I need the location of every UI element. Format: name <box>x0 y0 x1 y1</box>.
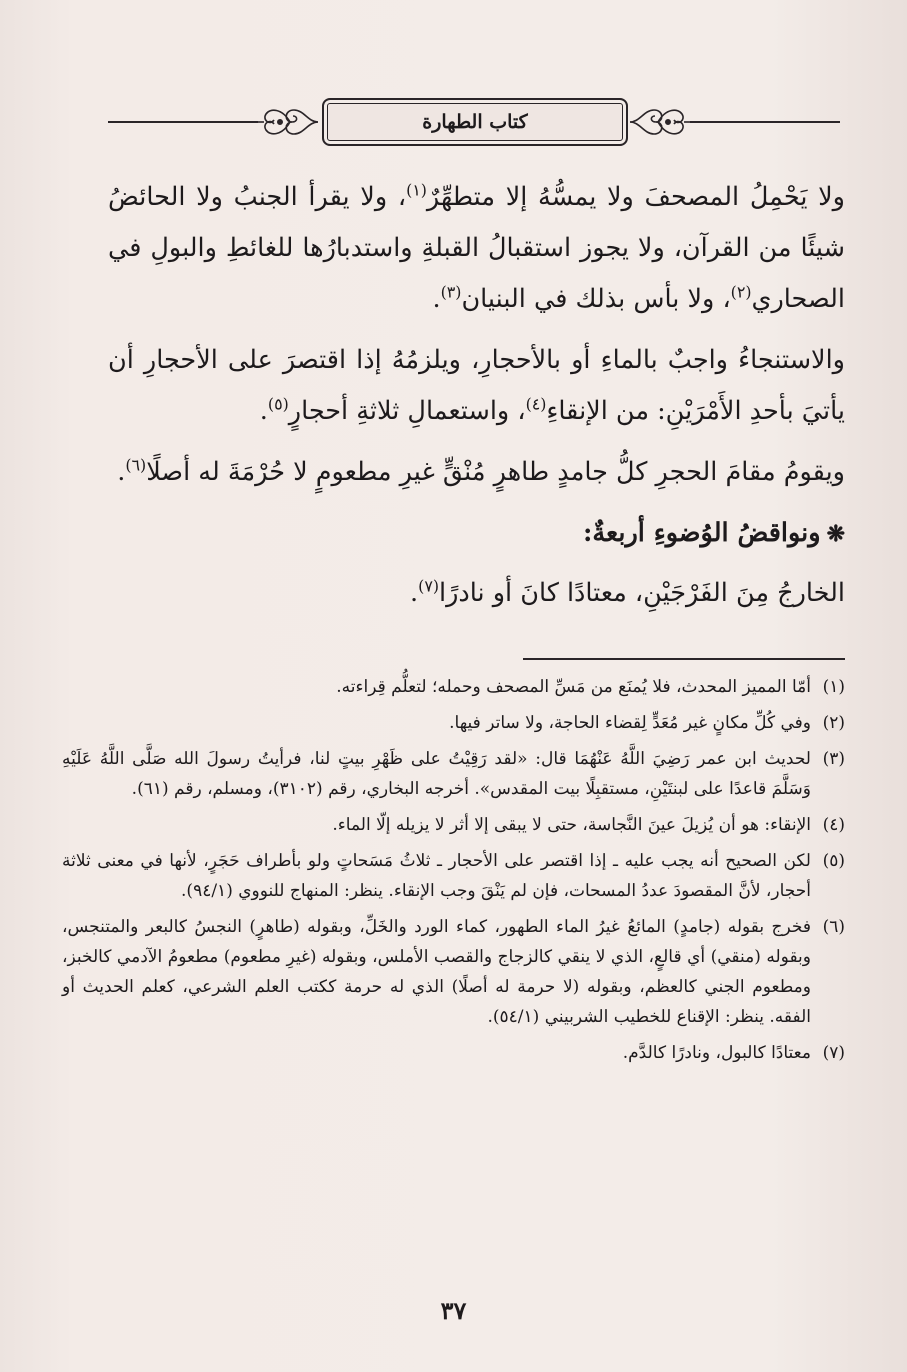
footnote-ref-1: (١) <box>406 180 427 200</box>
header-rule-right <box>690 121 840 123</box>
text-span: ، ولا يقرأ الجنبُ ولا الحائضُ شيئًا من القرآن، ولا يجوز استقبالُ القبلةِ واستدبارُها للغائطِ والبولِ في الصحاري <box>108 182 845 314</box>
footnote-text: فخرج بقوله (جامدٍ) المائعُ غيرُ الماء الطهور، كماء الورد والخَلِّ، وبقوله (طاهرٍ) النجسُ كالبعر والمتنجس، وبقوله (منقي) أي قالعٍ، الذي لا ينقي كالزجاج والقصب الأملس، وبقوله (غيرِ مطعوم) مطعومُ الآدمي كالخبز، ومطعوم الجني كالعظم، وبقوله (لا حرمة له أصلًا) الذي له حرمة ككتب العلم الشرعي، كعلم الحديث أو الفقه. ينظر: الإقناع للخطيب الشربيني (٥٤/١). <box>62 917 811 1027</box>
footnote-separator <box>523 658 845 660</box>
footnote-ref-4: (٤) <box>525 394 547 414</box>
footnote-text: الإنقاء: هو أن يُزيلَ عينَ النَّجاسة، حتى لا يبقى إلا أثر لا يزيله إلّا الماء. <box>332 815 811 835</box>
text-span: والاستنجاءُ واجبٌ بالماءِ أو بالأحجارِ، ويلزمُهُ إذا اقتصرَ على الأحجارِ أن يأتيَ بأحدِ الأَمْرَيْنِ: من الإنقاءِ <box>108 345 845 426</box>
footnote-number: (٧) <box>822 1043 845 1063</box>
footnote-5 <box>62 846 845 906</box>
chapter-title: كتاب الطهارة <box>322 98 628 146</box>
flower-icon: ❋ <box>826 521 845 547</box>
text-span: ، ولا بأس بذلك في البنيان <box>461 284 731 314</box>
page-header <box>108 94 840 150</box>
footnote-3 <box>62 744 845 804</box>
footnote-number: (٣) <box>822 749 845 769</box>
page-number: ٣٧ <box>440 1296 467 1325</box>
text-span: . <box>432 284 441 314</box>
footnote-4 <box>62 810 845 840</box>
footnote-ref-7: (٧) <box>418 576 439 596</box>
footnote-number: (٢) <box>822 713 845 733</box>
footnote-2 <box>62 708 845 738</box>
text-span: ، واستعمالِ ثلاثةِ أحجارٍ <box>288 396 526 426</box>
footnote-6 <box>62 912 845 1032</box>
text-span: ولا يَحْمِلُ المصحفَ ولا يمسُّهُ إلا متطهِّرٌ <box>426 182 845 212</box>
footnote-ref-2: (٢) <box>730 282 752 302</box>
footnote-text: لكن الصحيح أنه يجب عليه ـ إذا اقتصر على الأحجار ـ ثلاثُ مَسَحاتٍ ولو بأطراف حَجَرٍ، لأنها في معنى ثلاثة أحجار، لأنَّ المقصودَ عددُ المسحات، فإن لم يَنْقَ وجب الإنقاء. ينظر: المنهاج للنووي (٩٤/١). <box>62 851 811 901</box>
heading-text: ونواقضُ الوُضوءِ أربعةٌ: <box>582 518 821 548</box>
ornament-left-icon <box>254 100 320 144</box>
text-span: . <box>410 578 419 608</box>
footnote-text: وفي كُلِّ مكانٍ غير مُعَدٍّ لِقضاء الحاجة، ولا ساتر فيها. <box>449 713 811 733</box>
footnote-ref-6: (٦) <box>125 455 147 475</box>
footnote-number: (٥) <box>822 851 845 871</box>
ornament-right-icon <box>628 100 694 144</box>
footnote-ref-5: (٥) <box>267 394 289 414</box>
paragraph-stone-substitute <box>108 447 845 498</box>
footnote-number: (٤) <box>822 815 845 835</box>
footnote-text: أمّا المميز المحدث، فلا يُمنَع من مَسِّ المصحف وحمله؛ لتعلُّم قِراءته. <box>336 677 811 697</box>
footnotes <box>62 672 845 1074</box>
footnote-number: (٦) <box>822 917 845 937</box>
footnote-number: (١) <box>822 677 845 697</box>
section-heading-wudu-nullifiers <box>108 508 845 560</box>
paragraph-istinja <box>108 335 845 437</box>
text-span: . <box>117 457 126 487</box>
footnote-text: لحديث ابن عمر رَضِيَ اللَّهُ عَنْهُمَا قال: «لقد رَقِيْتُ على ظَهْرِ بيتٍ لنا، فرأيتُ رسولَ الله صَلَّى اللَّهُ عَلَيْهِ وَسَلَّمَ قاعدًا على لبنتَيْنِ، مستقبِلًا بيت المقدس». أخرجه البخاري، رقم (٣١٠٢)، ومسلم، رقم (٦١). <box>62 749 811 799</box>
footnote-1 <box>62 672 845 702</box>
text-span: . <box>259 396 268 426</box>
footnote-ref-3: (٣) <box>440 282 462 302</box>
paragraph-carrying-mushaf <box>108 172 845 325</box>
text-span: الخارجُ مِنَ الفَرْجَيْنِ، معتادًا كانَ أو نادرًا <box>438 578 845 608</box>
footnote-text: معتادًا كالبول، ونادرًا كالدَّم. <box>622 1043 811 1063</box>
header-rule-left <box>108 121 258 123</box>
main-text <box>108 172 845 629</box>
paragraph-first-nullifier <box>108 568 845 619</box>
footnote-7 <box>62 1038 845 1068</box>
text-span: ويقومُ مقامَ الحجرِ كلُّ جامدٍ طاهرٍ مُنْقٍّ غيرِ مطعومٍ لا حُرْمَةَ له أصلًا <box>146 457 845 487</box>
